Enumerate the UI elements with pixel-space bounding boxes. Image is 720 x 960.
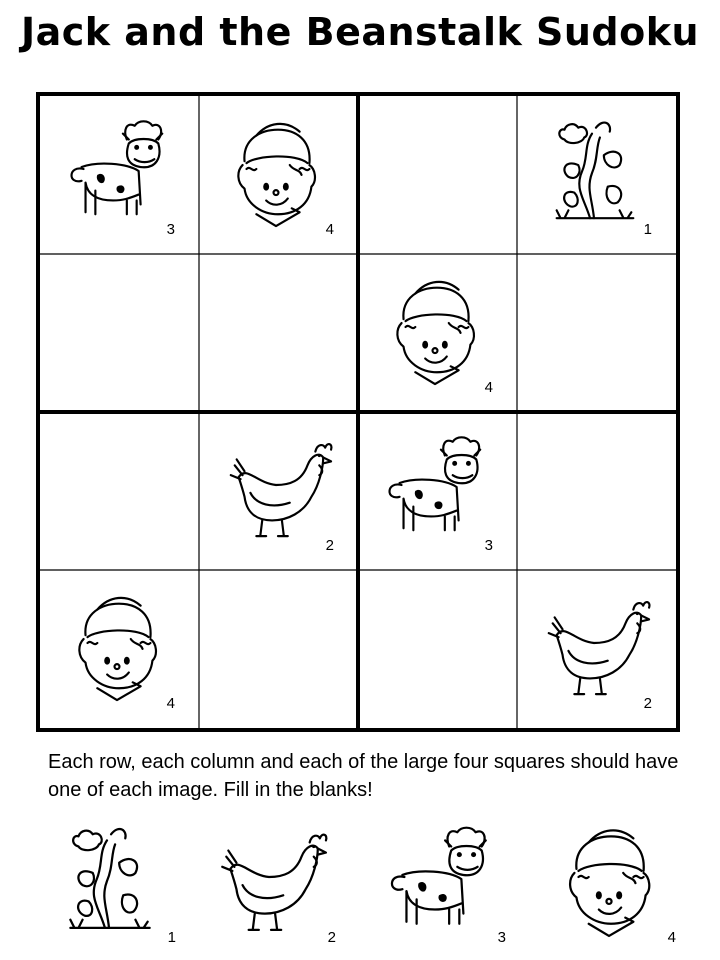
hen-icon [535,584,653,702]
picture-number: 2 [325,537,334,554]
puzzle-cell [358,412,517,570]
hen-icon [217,426,335,544]
legend-item [370,812,510,952]
legend-item [200,812,340,952]
jack-icon [58,584,176,702]
hen-icon [208,816,330,938]
legend-number: 1 [167,929,176,946]
beanstalk-icon [48,816,170,938]
legend-item [40,812,180,952]
legend-number: 4 [667,929,676,946]
cow-icon [58,110,176,228]
jack-icon [217,110,335,228]
blank-cell[interactable] [40,254,199,412]
puzzle-cell [199,96,358,254]
picture-number: 1 [643,221,652,238]
picture-number: 4 [325,221,334,238]
jack-icon [548,816,670,938]
cow-icon [376,426,494,544]
sudoku-grid [36,92,680,732]
cow-icon [378,816,500,938]
blank-cell[interactable] [199,570,358,728]
jack-icon [376,268,494,386]
instructions-text: Each row, each column and each of the large four squares should have one of each image. Fill in the blanks! [48,751,679,801]
picture-number: 3 [166,221,175,238]
picture-number: 4 [166,695,175,712]
puzzle-cell [358,254,517,412]
puzzle-cell [199,412,358,570]
blank-cell[interactable] [358,570,517,728]
blank-cell[interactable] [40,412,199,570]
blank-cell[interactable] [517,412,676,570]
picture-number: 4 [484,379,493,396]
picture-number: 3 [484,537,493,554]
puzzle-cell [40,96,199,254]
legend-number: 2 [327,929,336,946]
legend-item [540,812,680,952]
legend-number: 3 [497,929,506,946]
blank-cell[interactable] [199,254,358,412]
blank-cell[interactable] [358,96,517,254]
beanstalk-icon [535,110,653,228]
picture-number: 2 [643,695,652,712]
blank-cell[interactable] [517,254,676,412]
page-title: Jack and the Beanstalk Sudoku [20,10,700,54]
puzzle-cell [517,570,676,728]
puzzle-cell [517,96,676,254]
puzzle-cell [40,570,199,728]
